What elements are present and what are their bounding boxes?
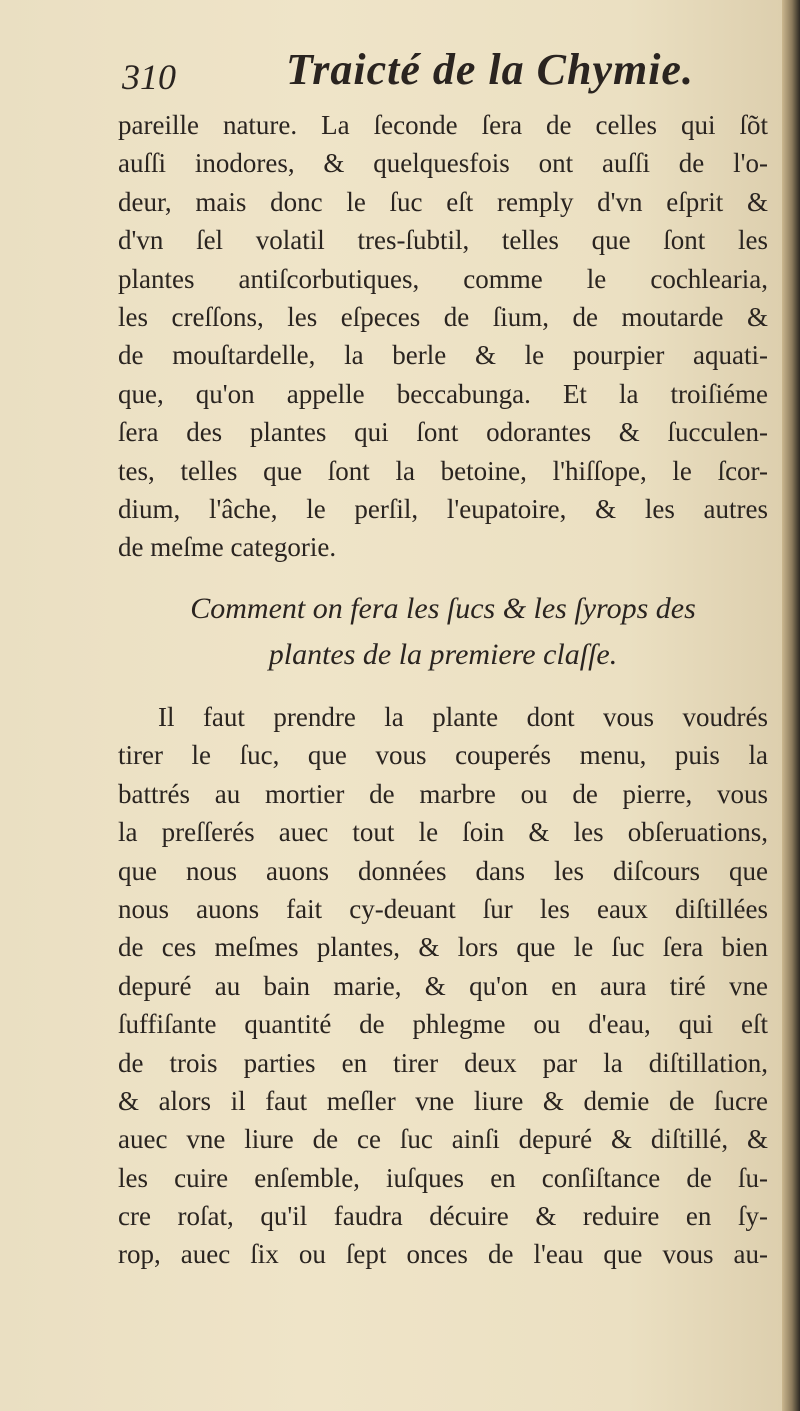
paragraph-1 [118,106,768,567]
text-line: dium, l'âche, le perſil, l'eupatoire, & les autres [118,493,768,524]
text-line: de mouſtardelle, la berle & le pourpier aquati- [118,340,768,371]
text-line: la preſſerés auec tout le ſoin & les obſeruations, [118,817,768,848]
text-line: de meſme categorie. [118,532,337,563]
text-line: ſuffiſante quantité de phlegme ou d'eau, qui eſt [118,1009,768,1040]
text-line: que nous auons données dans les diſcours que [118,855,768,886]
text-line: deur, mais donc le ſuc eſt remply d'vn eſprit & [118,186,768,217]
text-line: pareille nature. La ſeconde ſera de celles qui ſõt [118,110,768,140]
text-line: Il faut prendre la plante dont vous voudrés [158,702,768,732]
paragraph-2 [118,698,768,1274]
text-line: & alors il faut meſler vne liure & demie de ſucre [118,1085,768,1116]
text-line: ſera des plantes qui ſont odorantes & ſucculen- [118,417,768,448]
text-line: de ces meſmes plantes, & lors que le ſuc ſera bien [118,932,768,963]
text-line: les creſſons, les eſpeces de ſium, de moutarde & [118,301,768,332]
text-line: cre roſat, qu'il faudra décuire & reduire en ſy- [118,1201,768,1232]
heading-line: Comment on fera les ſucs & les ſyrops des [190,592,696,625]
text-line: tes, telles que ſont la betoine, l'hiſſope, le ſcor- [118,455,768,486]
text-line: les cuire enſemble, iuſques en conſiſtance de ſu- [118,1162,768,1193]
text-line: tirer le ſuc, que vous couperés menu, puis la [118,740,768,771]
text-line: auſſi inodores, & quelquesfois ont auſſi de l'o- [118,148,768,179]
text-line: de trois parties en tirer deux par la diſtillation, [118,1047,768,1078]
section-heading [118,586,768,678]
page-number: 310 [122,57,176,97]
running-title: Traicté de la Chymie. [286,45,694,94]
text-line: battrés au mortier de marbre ou de pierre, vous [118,778,768,809]
text-line: que, qu'on appelle beccabunga. Et la troiſiéme [118,378,768,409]
text-line: auec vne liure de ce ſuc ainſi depuré & diſtillé, & [118,1124,768,1155]
text-line: d'vn ſel volatil tres-ſubtil, telles que ſont les [118,225,768,256]
heading-line: plantes de la premiere claſſe. [268,638,618,671]
text-line: depuré au bain marie, & qu'on en aura tiré vne [118,970,768,1001]
text-line: plantes antiſcorbutiques, comme le cochlearia, [118,263,768,294]
text-line: rop, auec ſix ou ſept onces de l'eau que vous au- [118,1239,768,1270]
page-edge-shadow [782,0,800,1411]
text-line: nous auons fait cy-deuant ſur les eaux diſtillées [118,893,768,924]
page-header [118,42,758,114]
